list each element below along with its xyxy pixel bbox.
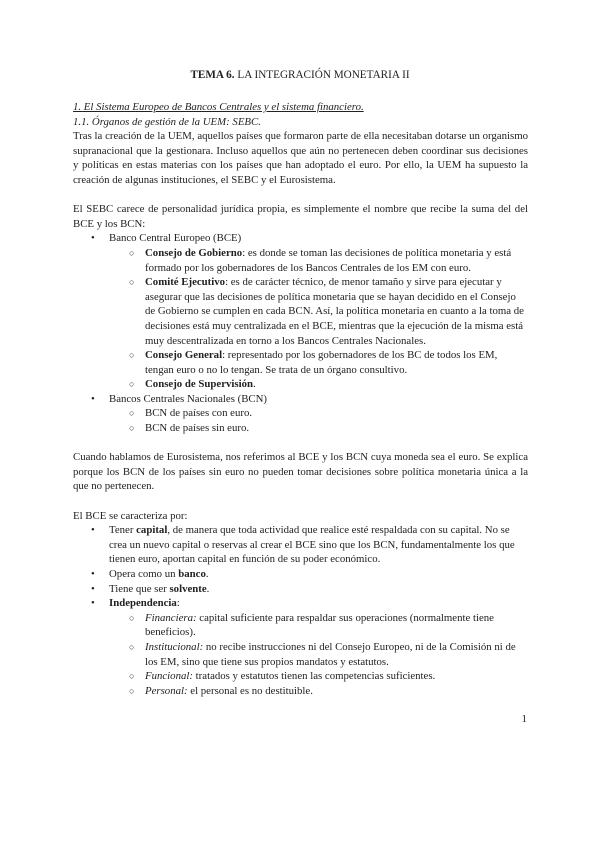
circle-bullet-icon: ○	[129, 641, 135, 652]
circle-bullet-icon: ○	[129, 671, 135, 682]
list-item: ○ Funcional: tratados y estatutos tienen las competencias suficientes.	[129, 670, 436, 683]
list-item-bce	[73, 231, 528, 392]
section-heading-1-1: 1.1. Órganos de gestión de la UEM: SEBC.	[73, 115, 261, 128]
bullet-icon: •	[91, 232, 95, 245]
circle-bullet-icon: ○	[129, 350, 135, 361]
list-item: • Tener capital, de manera que toda actividad que realice esté respaldada con su capital. No se crea un nuevo capital o reservas al crear el BCE sino que los BCN, fundamentalmente los que tienen euro, aportan capital en función de su poder económico.	[91, 524, 515, 566]
list-item: ○ BCN de países con euro.	[129, 407, 253, 420]
list-item: ○ Consejo de Supervisión.	[129, 378, 256, 391]
bullet-icon: •	[91, 597, 95, 610]
section-heading-1: 1. El Sistema Europeo de Bancos Centrales y el sistema financiero.	[73, 101, 364, 113]
bcn-sublist	[109, 406, 528, 435]
circle-bullet-icon: ○	[129, 612, 135, 623]
title-rest: LA INTEGRACIÓN MONETARIA II	[234, 69, 410, 81]
list-item-bcn	[73, 392, 528, 436]
circle-bullet-icon: ○	[129, 247, 135, 258]
bce-traits-list	[73, 523, 528, 698]
list-item: ○ Institucional: no recibe instrucciones ni del Consejo Europeo, ni de la Comisión ni de los EM, sino que tiene sus propios mandatos y estatutos.	[129, 640, 516, 668]
bce-sublist	[109, 246, 528, 392]
paragraph-bce-traits-intro: El BCE se caracteriza por:	[73, 509, 188, 522]
list-item: ○ Financiera: capital suficiente para respaldar sus operaciones (normalmente tiene beneficios).	[129, 611, 494, 639]
page-number: 1	[521, 713, 527, 725]
bullet-icon: •	[91, 568, 95, 580]
title-bold: TEMA 6.	[190, 69, 235, 81]
bullet-icon: •	[91, 524, 95, 537]
list-item: • Tiene que ser solvente.	[91, 582, 210, 595]
circle-bullet-icon: ○	[129, 685, 135, 696]
list-item: • Opera como un banco.	[91, 568, 209, 580]
document-title	[0, 68, 600, 83]
list-item: ○ Consejo de Gobierno: es donde se toman las decisiones de política monetaria y está formado por los gobernadores de los Bancos Centrales de los EM con euro.	[129, 246, 512, 274]
list-item: ○ Consejo General: representado por los gobernadores de los BC de todos los EM, tengan euro o no lo tengan. Se trata de un órgano consultivo.	[129, 349, 498, 376]
independence-sublist	[109, 611, 528, 699]
document-body	[73, 100, 528, 698]
bce-label: Banco Central Europeo (BCE)	[109, 232, 242, 245]
paragraph-eurosistema: Cuando hablamos de Eurosistema, nos referimos al BCE y los BCN cuya moneda sea el euro. Se explica porque los BCN de los países sin euro no pueden tomar decisiones sobre política monetaria única a la que no pertenecen.	[73, 451, 528, 493]
paragraph-sebc: El SEBC carece de personalidad jurídica propia, es simplemente el nombre que recibe la suma del del BCE y los BCN:	[73, 203, 528, 230]
list-item: ○ BCN de países sin euro.	[129, 422, 250, 435]
sebc-list	[73, 231, 528, 435]
bullet-icon: •	[91, 582, 95, 595]
circle-bullet-icon: ○	[129, 379, 135, 390]
list-item: ○ Comité Ejecutivo: es de carácter técnico, de menor tamaño y sirve para ejecutar y asegurar que las decisiones de política monetaria que se hayan decidido en el Consejo de Gobierno se cumplen en cada BCN. Así, la política monetaria en cuanto a la toma de decisiones está muy centralizada en el BCE, mientras que la ejecución de la misma está muy descentralizada en torno a los Bancos Centrales Nacionales.	[129, 276, 524, 347]
list-item: ○ Personal: el personal es no destituible.	[129, 684, 313, 697]
bcn-label: Bancos Centrales Nacionales (BCN)	[109, 392, 268, 405]
circle-bullet-icon: ○	[129, 408, 135, 419]
circle-bullet-icon: ○	[129, 423, 135, 434]
list-item: • Independencia: ○ Financiera: capital suficiente para respaldar sus operaciones (normalmente tiene beneficios). ○ Institucional: no recibe instrucciones ni del Consejo Europeo, ni de la Comisión ni de los EM, sino que tiene sus propios mandatos y estatutos. ○ Funcional: tratados y estatutos tienen las competencias suficientes. ○ Personal: el personal es no destituible.	[73, 596, 528, 698]
bullet-icon: •	[91, 392, 95, 405]
paragraph-intro: Tras la creación de la UEM, aquellos países que formaron parte de ella necesitaban dotarse un organismo supranacional que la gestionara. Incluso aquellos que aún no pertenecen deben coordinar sus decisiones y políticas en estas materias con los países que han adoptado el euro. Por ello, la UEM ha supuesto la creación de algunas instituciones, el SEBC y el Eurosistema.	[73, 130, 528, 186]
circle-bullet-icon: ○	[129, 277, 135, 288]
